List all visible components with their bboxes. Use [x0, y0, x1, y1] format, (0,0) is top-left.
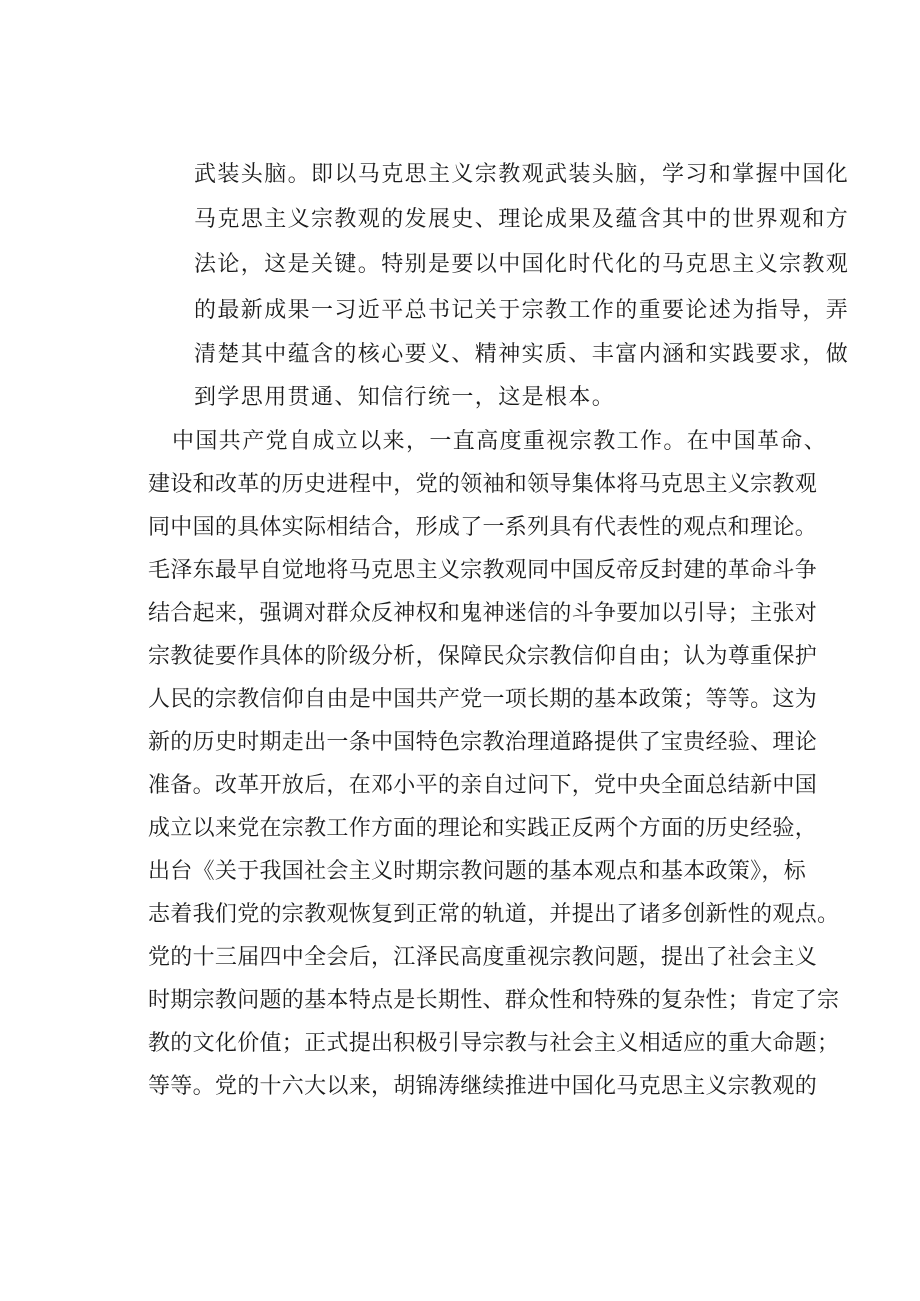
text-line: 中国共产党自成立以来，一直高度重视宗教工作。在中国革命、: [172, 429, 828, 454]
text-line: 建设和改革的历史进程中，党的领袖和领导集体将马克思主义宗教观: [148, 472, 818, 497]
text-line: 准备。改革开放后，在邓小平的亲自过问下，党中央全面总结新中国: [148, 773, 818, 798]
text-line: 的最新成果一习近平总书记关于宗教工作的重要论述为指导，弄: [194, 298, 850, 323]
text-line: 教的文化价值；正式提出积极引导宗教与社会主义相适应的重大命题；: [148, 1031, 840, 1056]
text-line: 时期宗教问题的基本特点是长期性、群众性和特殊的复杂性；肯定了宗: [148, 988, 840, 1013]
text-line: 新的历史时期走出一条中国特色宗教治理道路提供了宝贵经验、理论: [148, 730, 818, 755]
text-line: 成立以来党在宗教工作方面的理论和实践正反两个方面的历史经验，: [148, 816, 818, 841]
text-line: 清楚其中蕴含的核心要义、精神实质、丰富内涵和实践要求，做: [194, 342, 850, 367]
text-line: 人民的宗教信仰自由是中国共产党一项长期的基本政策；等等。这为: [148, 687, 818, 712]
text-line: 武装头脑。即以马克思主义宗教观武装头脑，学习和掌握中国化: [194, 162, 850, 187]
text-line: 结合起来，强调对群众反神权和鬼神迷信的斗争要加以引导；主张对: [148, 601, 818, 626]
text-line: 毛泽东最早自觉地将马克思主义宗教观同中国反帝反封建的革命斗争: [148, 558, 818, 583]
text-line: 宗教徒要作具体的阶级分析，保障民众宗教信仰自由；认为尊重保护: [148, 644, 818, 669]
text-line: 党的十三届四中全会后，江泽民高度重视宗教问题，提出了社会主义: [148, 945, 818, 970]
text-line: 志着我们党的宗教观恢复到正常的轨道，并提出了诸多创新性的观点。: [148, 902, 840, 927]
text-line: 马克思主义宗教观的发展史、理论成果及蕴含其中的世界观和方: [194, 207, 850, 232]
text-line: 同中国的具体实际相结合，形成了一系列具有代表性的观点和理论。: [148, 515, 818, 540]
text-line: 法论，这是关键。特别是要以中国化时代化的马克思主义宗教观: [194, 252, 850, 277]
text-line: 出台《关于我国社会主义时期宗教问题的基本观点和基本政策》，标: [148, 859, 807, 884]
text-line: 到学思用贯通、知信行统一，这是根本。: [194, 385, 616, 410]
text-line: 等等。党的十六大以来，胡锦涛继续推进中国化马克思主义宗教观的: [148, 1074, 818, 1099]
